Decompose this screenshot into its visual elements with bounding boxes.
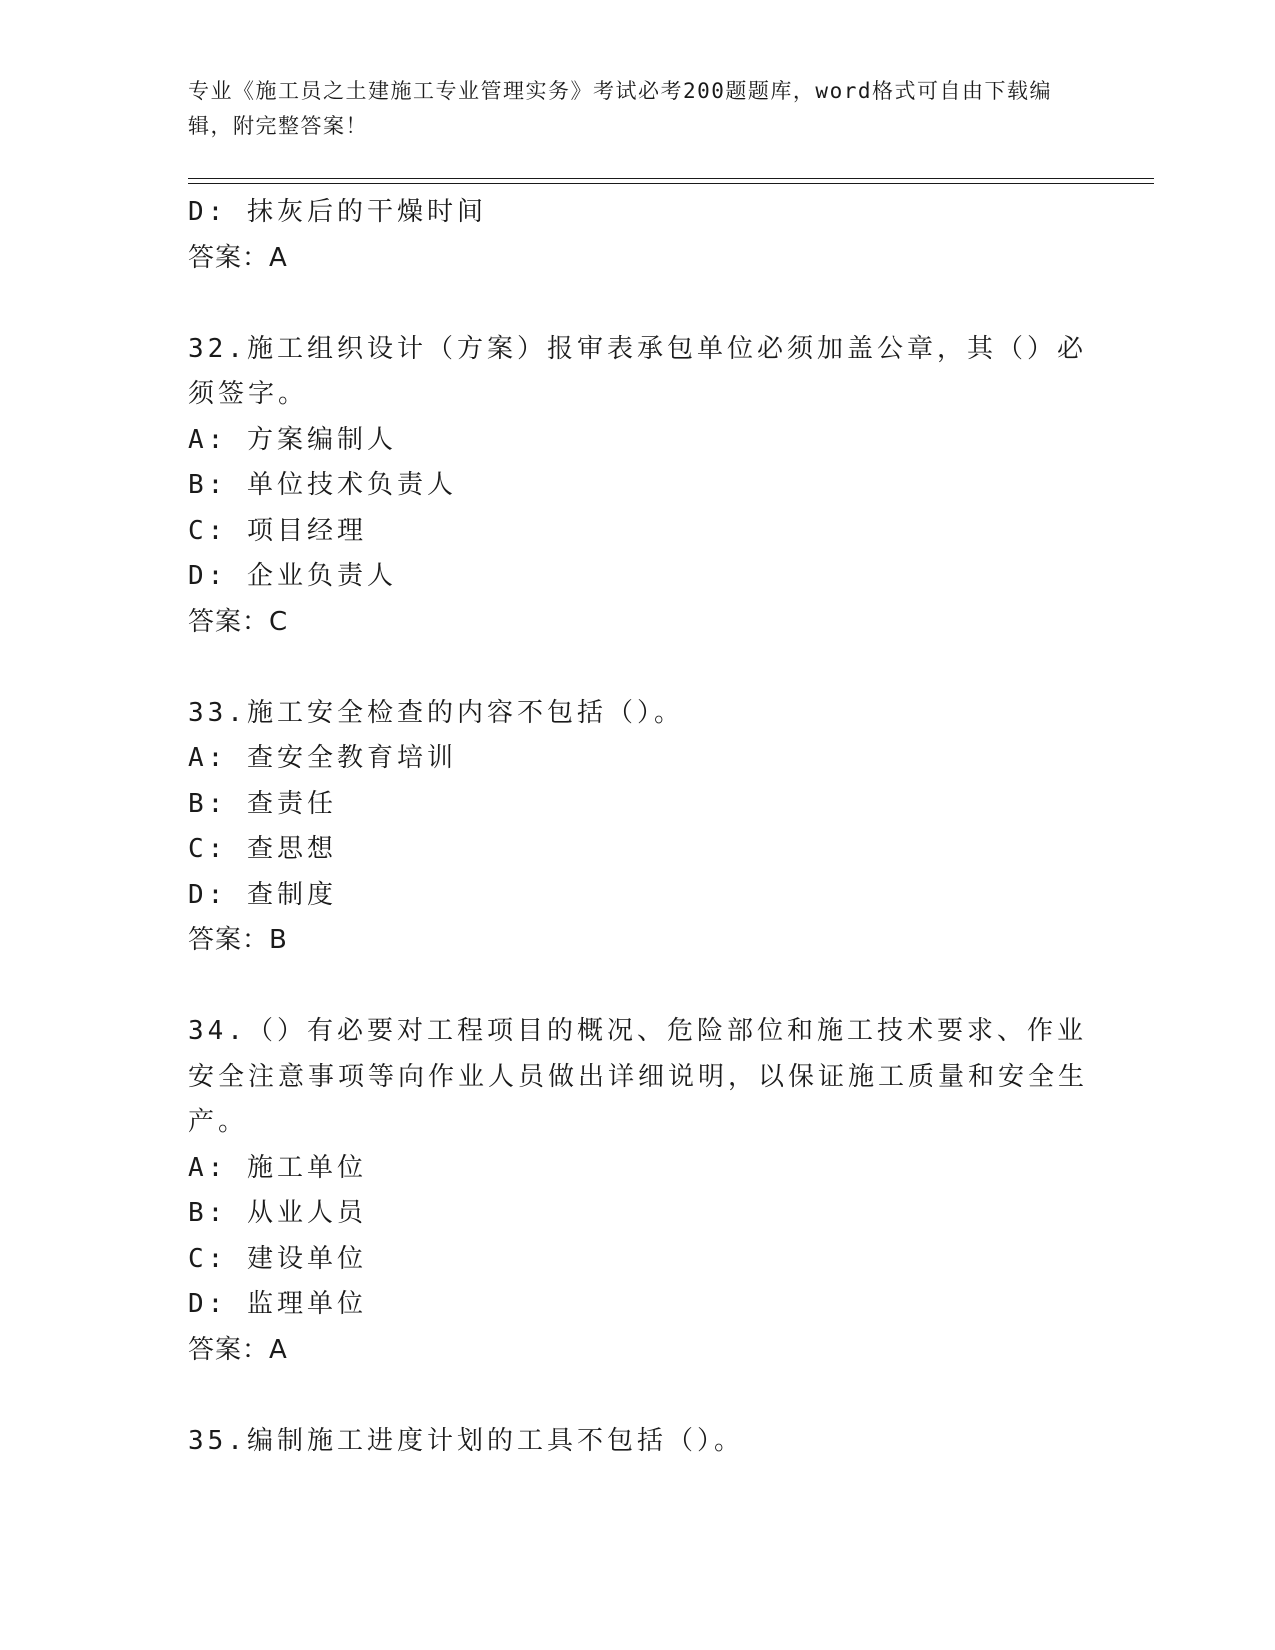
option-b: B: 查责任 (188, 788, 337, 819)
spacer (188, 1373, 1088, 1419)
option-c: C: 项目经理 (188, 515, 367, 546)
question-stem: 34.（）有必要对工程项目的概况、危险部位和施工技术要求、作业安全注意事项等向作业人员做出详细说明，以保证施工质量和安全生产。 (188, 1016, 1089, 1137)
prev-answer: 答案：A (188, 242, 288, 273)
question-list (188, 190, 1088, 1464)
question-34 (188, 1009, 1088, 1373)
option-d: D: 企业负责人 (188, 561, 397, 591)
prev-option-d: D: 抹灰后的干燥时间 (188, 197, 487, 227)
question-35 (188, 1419, 1088, 1465)
option-a: A: 施工单位 (188, 1152, 367, 1183)
question-33 (188, 691, 1088, 964)
question-32 (188, 327, 1088, 646)
option-a: A: 方案编制人 (188, 424, 397, 455)
header-divider-bottom (188, 183, 1154, 184)
spacer (188, 281, 1088, 327)
answer: 答案：A (188, 1334, 288, 1365)
answer: 答案：C (188, 606, 289, 637)
question-stem: 35.编制施工进度计划的工具不包括（）。 (188, 1425, 744, 1456)
option-b: B: 单位技术负责人 (188, 470, 457, 500)
option-b: B: 从业人员 (188, 1198, 367, 1228)
question-stem: 33.施工安全检查的内容不包括（）。 (188, 697, 684, 728)
page-header: 专业《施工员之土建施工专业管理实务》考试必考200题题库，word格式可自由下载编辑，附完整答案！ (188, 79, 1052, 138)
option-d: D: 查制度 (188, 879, 337, 910)
option-c: C: 查思想 (188, 834, 337, 864)
option-d: D: 监理单位 (188, 1289, 367, 1319)
option-a: A: 查安全教育培训 (188, 743, 457, 773)
answer: 答案：B (188, 925, 288, 955)
question-stem: 32.施工组织设计（方案）报审表承包单位必须加盖公章，其（）必须签字。 (188, 333, 1087, 409)
spacer (188, 645, 1088, 691)
option-c: C: 建设单位 (188, 1243, 367, 1274)
header-divider-top (188, 178, 1154, 179)
spacer (188, 964, 1088, 1010)
